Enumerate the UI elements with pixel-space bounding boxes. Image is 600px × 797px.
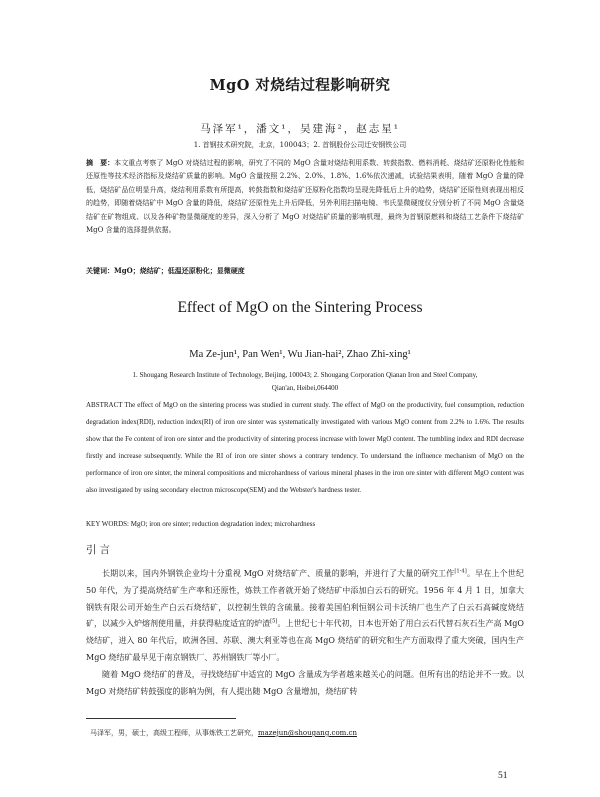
introduction-paragraph-2: 随着 MgO 烧结矿的普及，寻找烧结矿中适宜的 MgO 含量成为学者越来越关心的问题。但所有出的结论并不一致。以 MgO 对烧结矿转鼓强度的影响为例，有人提出随 MgO 含量增加，烧结矿转 — [86, 669, 524, 696]
english-affiliation — [86, 369, 524, 394]
para1-part-b: 。早在上个世纪 50 年代，为了提高烧结矿生产率和还原性，炼铁工作者就开始了烧结矿中添加白云石的研究。1956 年 4 月 1 日，加拿大钢铁有限公司开始生产白云石烧结矿，以控制生铁的含硫量。接着美国伯利恒钢公司卡沃纳厂也生产了白云石高碱度烧结矿，以减少入炉熔剂使用量，并获得粘度适宜的炉渣 — [86, 569, 524, 629]
introduction-paragraph-1 — [86, 566, 524, 667]
english-authors: Ma Ze-jun¹, Pan Wen¹, Wu Jian-hai², Zhao Zhi-xing¹ — [189, 349, 411, 360]
citation-1-4: [1-4] — [454, 568, 467, 575]
footnote-text: 马泽军，男，硕士，高级工程师，从事炼铁工艺研究， — [90, 729, 258, 737]
chinese-keywords — [86, 266, 524, 276]
english-abstract — [86, 397, 524, 498]
english-keywords-text: MgO; iron ore sinter; reduction degradation index; microhardness — [130, 520, 316, 528]
chinese-abstract-label: 摘 要： — [86, 158, 115, 167]
english-keywords — [86, 520, 524, 528]
author-email-link[interactable]: mazejun@shougang.com.cn — [258, 729, 357, 737]
chinese-abstract-text: 本文重点考察了 MgO 对烧结过程的影响，研究了不同的 MgO 含量对烧结利用系数、转鼓指数、燃料消耗、烧结矿还原粉化性能和还原性等技术经济指标及烧结矿质量的影响。MgO 含量按照 2.2%、2.0%、1.8%、1.6%依次递减，试验结果表明，随着 MgO 含量的降低，烧结矿品位明显升高，烧结利用系数有所提高，转鼓指数和烧结矿还原粉化指数均呈现先降低后上升的趋势，烧结矿还原性则表现出相反的趋势，即随着烧结矿中 MgO 含量的降低，烧结矿还原性先上升后降低，另外利用扫描电镜、韦氏显微硬度仪分别分析了不同 MgO 含量烧结矿在矿物组成、以及各种矿物显微硬度的差异，深入分析了 MgO 对烧结矿质量的影响机理，最终为首钢原燃料和烧结工艺条件下烧结矿 MgO 含量的选择提供依据。 — [86, 159, 525, 235]
section-heading-introduction: 引言 — [86, 544, 113, 556]
para1-part-c: 。上世纪七十年代初，日本也开始了用白云石代替石灰石生产高 MgO 烧结矿，进入 80 年代后，欧洲各国、苏联、澳大利亚等也在高 MgO 烧结矿的研究和生产方面取得了重大突破，国内生产 MgO 烧结矿最早见于南京钢铁厂、苏州钢铁厂等小厂。 — [86, 619, 524, 662]
citation-5: [5] — [270, 618, 278, 625]
introduction-body — [86, 566, 524, 700]
english-abstract-label: ABSTRACT — [86, 401, 123, 409]
chinese-keywords-label: 关键词： — [86, 266, 114, 275]
chinese-keywords-text: MgO；烧结矿；低温还原粉化；显微硬度 — [114, 266, 245, 275]
english-abstract-text: The effect of MgO on the sintering process was studied in current study. The effect of MgO on the productivity, fuel consumption, reduction degradation index(RDI), reduction index(RI) of iron ore sinter was systematically investigated with various MgO content from 2.2% to 1.6%. The results show that the Fe content of iron ore sinter and the productivity of sintering process increase with lower MgO content. The tumbling index and RDI decrease firstly and increase subsequently. While the RI of iron ore sinter shows a contrary tendency. To understand the influence mechanism of MgO on the performance of iron ore sinter, the mineral compositions and microhardness of various mineral phases in the iron ore sinter with different MgO content was also investigated by using secondary electron microscope(SEM) and the Webster's hardness tester. — [86, 401, 524, 494]
chinese-abstract — [86, 156, 524, 237]
para1-part-a: 长期以来，国内外钢铁企业均十分重视 MgO 对烧结矿产、质量的影响，并进行了大量的研究工作 — [102, 569, 455, 578]
author-footnote — [90, 728, 357, 738]
chinese-title: MgO 对烧结过程影响研究 — [209, 77, 391, 94]
page-number: 51 — [498, 771, 508, 781]
english-keywords-label: KEY WORDS: — [86, 520, 129, 528]
english-affiliation-line1: 1. Shougang Research Institute of Technology, Beijing, 100043; 2. Shougang Corporation Qianan Iron and Steel Company, — [132, 371, 478, 379]
footnote-divider — [86, 718, 236, 719]
chinese-authors: 马泽军¹，潘文¹，吴建海²，赵志星¹ — [200, 123, 400, 135]
chinese-affiliation: 1. 首钢技术研究院，北京，100043；2. 首钢股份公司迁安钢铁公司 — [193, 141, 407, 149]
english-affiliation-line2: Qian'an, Heibei,064400 — [271, 383, 339, 392]
english-title: Effect of MgO on the Sintering Process — [177, 299, 423, 316]
